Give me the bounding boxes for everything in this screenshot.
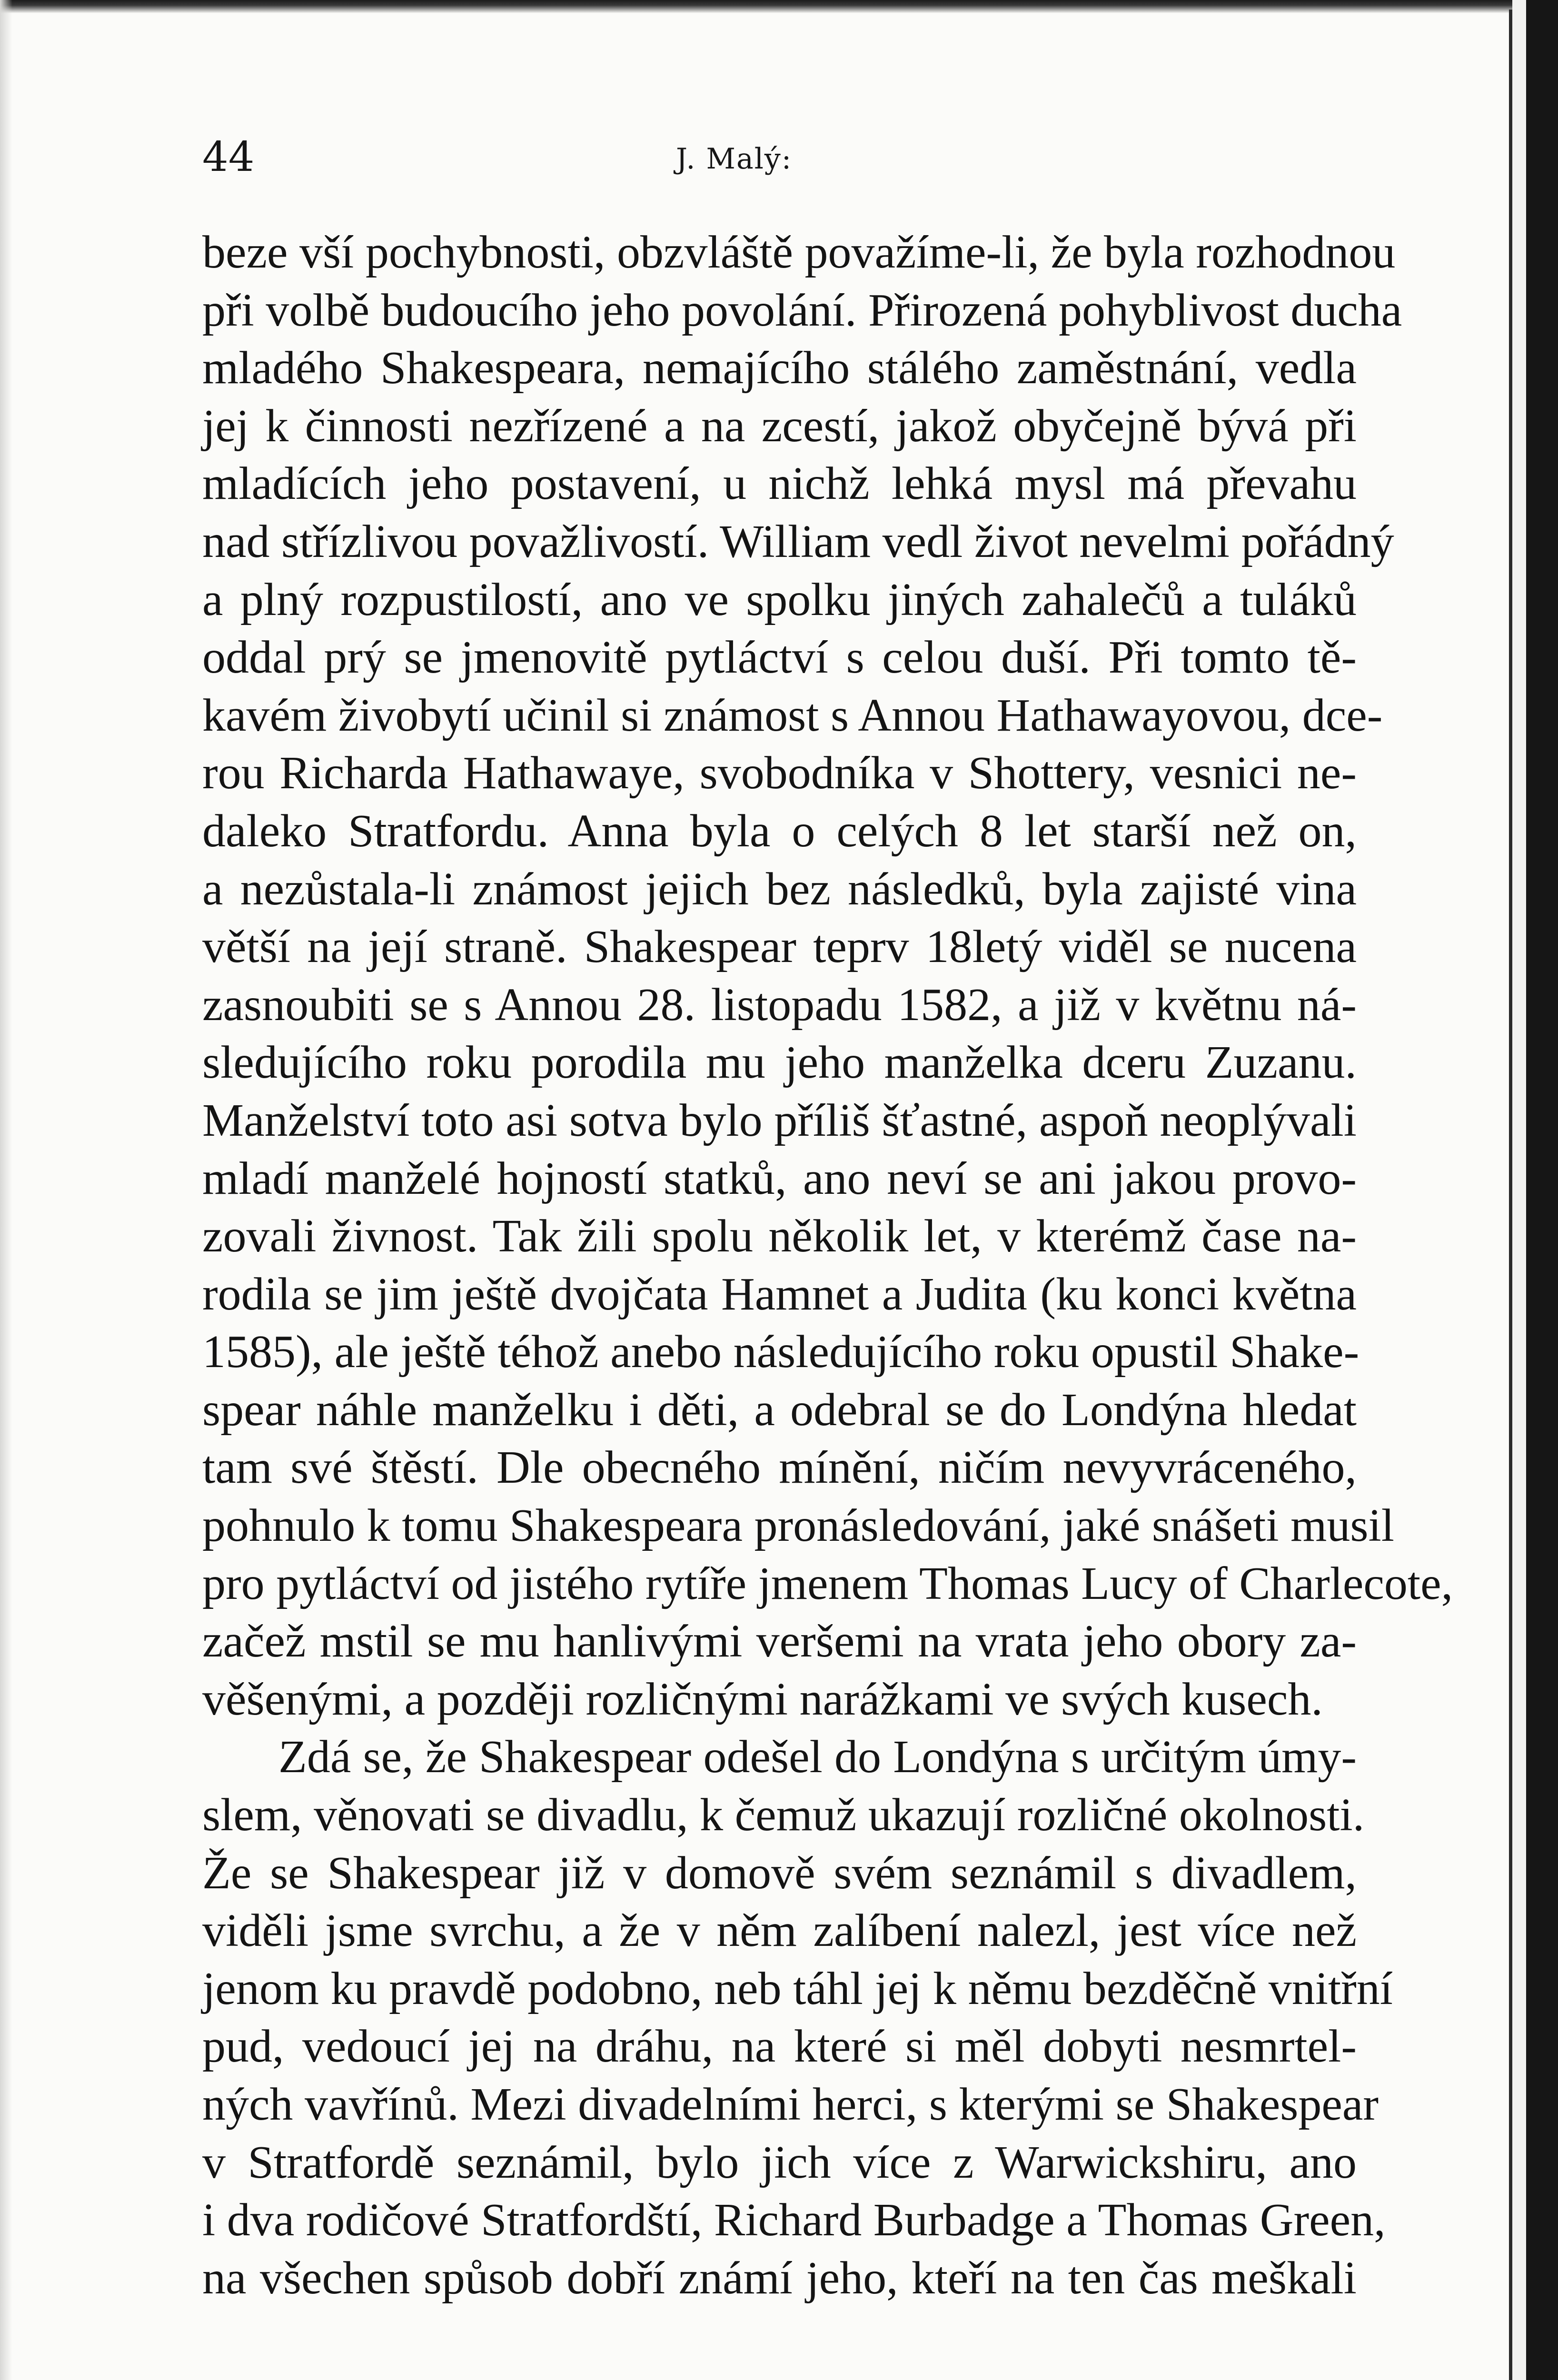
- text-line: v Stratfordě seznámil, bylo jich více z Warwickshiru, ano: [202, 2136, 1357, 2188]
- text-line: daleko Stratfordu. Anna byla o celých 8 let starší než on,: [202, 805, 1357, 857]
- text-line: ných vavřínů. Mezi divadelními herci, s kterými se Shakespear: [202, 2079, 1379, 2130]
- text-line: nad střízlivou považlivostí. William vedl život nevelmi pořádný: [202, 516, 1394, 567]
- text-line: při volbě budoucího jeho povolání. Přirozená pohyblivost ducha: [202, 284, 1402, 336]
- text-line: zovali živnost. Tak žili spolu několik let, v kterémž čase na-: [202, 1210, 1357, 1262]
- text-line: 1585), ale ještě téhož anebo následujícího roku opustil Shake-: [202, 1326, 1360, 1378]
- text-line: rou Richarda Hathawaye, svobodníka v Shottery, vesnici ne-: [202, 747, 1357, 799]
- text-line: Manželství toto asi sotva bylo příliš šťastné, aspoň neoplývali: [202, 1094, 1357, 1146]
- text-line: kavém živobytí učinil si známost s Annou Hathawayovou, dce-: [202, 689, 1383, 741]
- text-line: pro pytláctví od jistého rytíře jmenem Thomas Lucy of Charlecote,: [202, 1557, 1453, 1609]
- text-line: sledujícího roku porodila mu jeho manželka dceru Zuzanu.: [202, 1037, 1357, 1089]
- text-line: pohnulo k tomu Shakespeara pronásledování, jaké snášeti musil: [202, 1500, 1394, 1552]
- text-line: beze vší pochybnosti, obzvláště považíme-li, že byla rozhodnou: [202, 227, 1396, 278]
- text-line: Že se Shakespear již v domově svém seznámil s divadlem,: [202, 1847, 1357, 1899]
- text-line: zasnoubiti se s Annou 28. listopadu 1582, a již v květnu ná-: [202, 979, 1357, 1031]
- text-line: i dva rodičové Stratfordští, Richard Burbadge a Thomas Green,: [202, 2194, 1386, 2246]
- text-line: oddal prý se jmenovitě pytláctví s celou duší. Při tomto tě-: [202, 632, 1357, 684]
- text-line: spear náhle manželku i děti, a odebral se do Londýna hledat: [202, 1384, 1357, 1436]
- text-line: a plný rozpustilostí, ano ve spolku jiných zahalečů a tuláků: [202, 574, 1357, 625]
- scan-edge-right-line: [1509, 10, 1512, 2380]
- text-line: jenom ku pravdě podobno, neb táhl jej k němu bezděčně vnitřní: [202, 1963, 1393, 2014]
- scan-edge-right-gap: [1512, 0, 1526, 2380]
- text-line: na všechen spůsob dobří známí jeho, kteří na ten čas meškali: [202, 2252, 1357, 2304]
- text-line: mladého Shakespeara, nemajícího stálého zaměstnání, vedla: [202, 342, 1357, 394]
- text-line: mladí manželé hojností statků, ano neví se ani jakou provo-: [202, 1152, 1357, 1204]
- scan-edge-right-dark: [1526, 0, 1558, 2380]
- text-line: tam své štěstí. Dle obecného mínění, ničím nevyvráceného,: [202, 1442, 1357, 1494]
- paragraph-end-line: věšenými, a později rozličnými narážkami ve svých kusech.: [202, 1673, 1323, 1725]
- page-number: 44: [202, 133, 255, 181]
- paragraph-start-line: Zdá se, že Shakespear odešel do Londýna s určitým úmy-: [278, 1731, 1357, 1783]
- body-text: [202, 224, 1453, 2307]
- text-line: větší na její straně. Shakespear teprv 18letý viděl se nucena: [202, 921, 1357, 973]
- text-line: začež mstil se mu hanlivými veršemi na vrata jeho obory za-: [202, 1616, 1357, 1667]
- text-line: rodila se jim ještě dvojčata Hamnet a Judita (ku konci května: [202, 1268, 1357, 1320]
- text-line: pud, vedoucí jej na dráhu, na které si měl dobyti nesmrtel-: [202, 2021, 1357, 2073]
- text-line: mladících jeho postavení, u nichž lehká mysl má převahu: [202, 458, 1357, 510]
- text-line: slem, věnovati se divadlu, k čemuž ukazují rozličné okolnosti.: [202, 1789, 1365, 1841]
- scan-edge-left: [0, 0, 12, 2380]
- text-line: viděli jsme svrchu, a že v něm zalíbení nalezl, jest více než: [202, 1905, 1357, 1957]
- text-line: jej k činnosti nezřízené a na zcestí, jakož obyčejně bývá při: [202, 400, 1357, 452]
- text-line: a nezůstala-li známost jejich bez následků, byla zajisté vina: [202, 863, 1357, 915]
- scan-edge-top: [0, 0, 1558, 13]
- page-header: [0, 129, 1558, 195]
- running-head: J. Malý:: [676, 142, 793, 176]
